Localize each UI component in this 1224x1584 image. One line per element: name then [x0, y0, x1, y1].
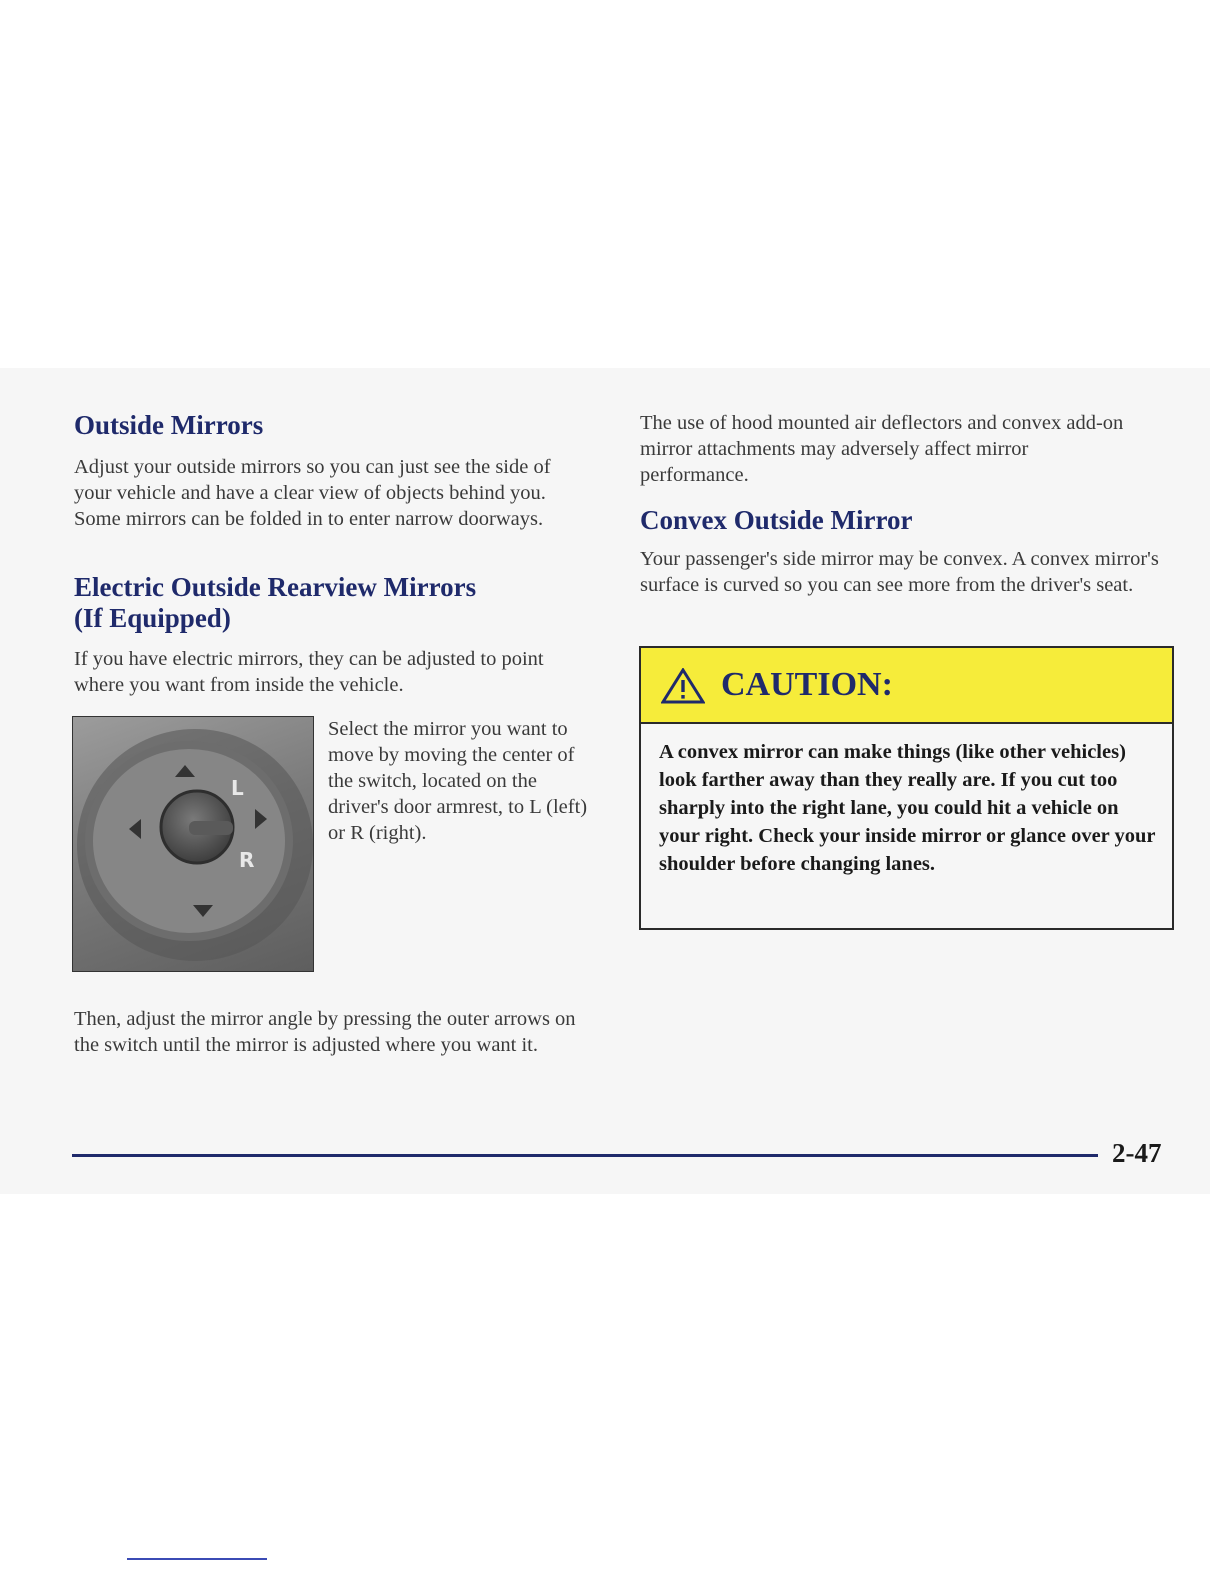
caution-text: A convex mirror can make things (like other vehicles) look farther away than they really are. If you cut too sharply into the right lane, you could hit a vehicle on your right. Check your inside mirror or glance over your shoulder before changing lanes. — [659, 741, 1156, 875]
caution-box — [639, 646, 1174, 930]
mirror-switch-illustration — [73, 717, 314, 972]
paragraph-adjust-angle: Then, adjust the mirror angle by pressing the outer arrows on the switch until the mirror is adjusted where you want it. — [74, 1008, 576, 1056]
heading-convex-mirror: Convex Outside Mirror — [640, 505, 913, 535]
paragraph-convex-mirror: Your passenger's side mirror may be convex. A convex mirror's surface is curved so you can see more from the driver's seat. — [640, 548, 1159, 596]
warning-triangle-icon — [661, 668, 705, 704]
switch-label-left: L — [231, 776, 244, 800]
heading-outside-mirrors: Outside Mirrors — [74, 410, 264, 440]
caution-title: CAUTION: — [721, 666, 893, 703]
caution-header — [641, 648, 1172, 724]
heading-electric-mirrors-line2: (If Equipped) — [74, 603, 231, 633]
mirror-switch-photo — [72, 716, 314, 972]
paragraph-electric-mirrors: If you have electric mirrors, they can be adjusted to point where you want from inside the vehicle. — [74, 648, 544, 696]
heading-electric-mirrors — [74, 572, 544, 634]
paragraph-select-mirror: Select the mirror you want to move by moving the center of the switch, located on the driver's door armrest, to L (left) or R (right). — [328, 718, 588, 844]
footer-rule — [72, 1154, 1098, 1157]
paragraph-deflectors: The use of hood mounted air deflectors and convex add-on mirror attachments may adversely affect mirror performance. — [640, 412, 1124, 486]
switch-label-right: R — [239, 848, 255, 872]
bottom-line — [127, 1558, 267, 1560]
page-number: 2-47 — [1112, 1138, 1162, 1168]
heading-electric-mirrors-line1: Electric Outside Rearview Mirrors — [74, 572, 477, 602]
paragraph-outside-mirrors: Adjust your outside mirrors so you can just see the side of your vehicle and have a clear view of objects behind you. Some mirrors can be folded in to enter narrow doorways. — [74, 456, 551, 530]
